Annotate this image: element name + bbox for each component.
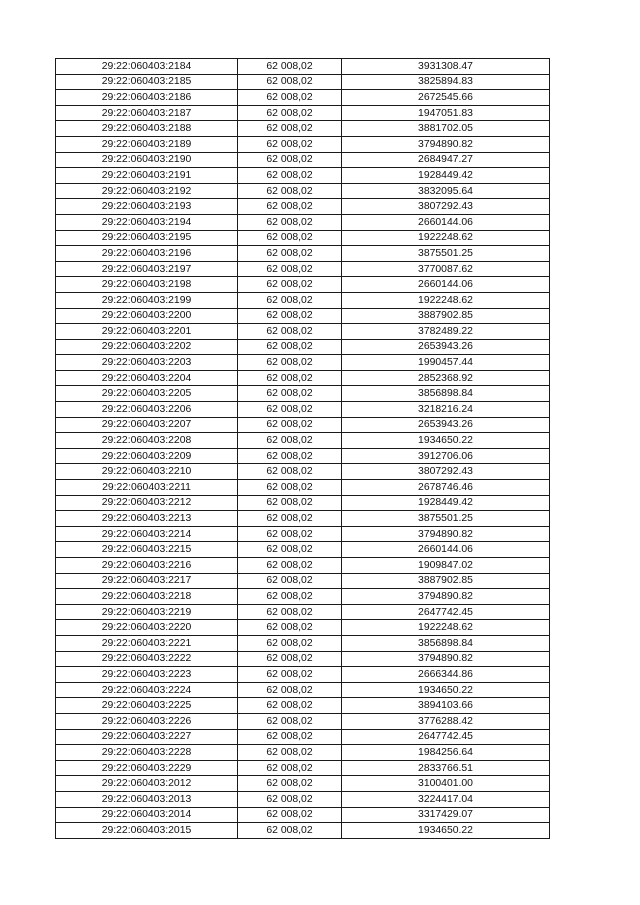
area-cell: 62 008,02 [238, 308, 342, 324]
cadastral-number-cell: 29:22:060403:2188 [56, 121, 238, 137]
area-cell: 62 008,02 [238, 90, 342, 106]
cadastral-number-cell: 29:22:060403:2193 [56, 199, 238, 215]
cadastral-value-cell: 1984256.64 [342, 745, 550, 761]
cadastral-number-cell: 29:22:060403:2210 [56, 464, 238, 480]
cadastral-value-cell: 1922248.62 [342, 292, 550, 308]
area-cell: 62 008,02 [238, 729, 342, 745]
area-cell: 62 008,02 [238, 59, 342, 75]
area-cell: 62 008,02 [238, 526, 342, 542]
cadastral-number-cell: 29:22:060403:2198 [56, 277, 238, 293]
cadastral-number-cell: 29:22:060403:2194 [56, 214, 238, 230]
cadastral-value-cell: 3887902.85 [342, 573, 550, 589]
area-cell: 62 008,02 [238, 370, 342, 386]
cadastral-value-cell: 3224417.04 [342, 791, 550, 807]
cadastral-number-cell: 29:22:060403:2191 [56, 168, 238, 184]
area-cell: 62 008,02 [238, 214, 342, 230]
cadastral-number-cell: 29:22:060403:2214 [56, 526, 238, 542]
cadastral-number-cell: 29:22:060403:2197 [56, 261, 238, 277]
cadastral-value-cell: 2647742.45 [342, 604, 550, 620]
area-cell: 62 008,02 [238, 604, 342, 620]
cadastral-number-cell: 29:22:060403:2227 [56, 729, 238, 745]
area-cell: 62 008,02 [238, 542, 342, 558]
table-row [56, 261, 550, 277]
area-cell: 62 008,02 [238, 480, 342, 496]
cadastral-value-cell: 3782489.22 [342, 324, 550, 340]
cadastral-number-cell: 29:22:060403:2208 [56, 433, 238, 449]
cadastral-value-cell: 2653943.26 [342, 339, 550, 355]
area-cell: 62 008,02 [238, 386, 342, 402]
table-row [56, 604, 550, 620]
cadastral-value-cell: 2852368.92 [342, 370, 550, 386]
area-cell: 62 008,02 [238, 355, 342, 371]
cadastral-number-cell: 29:22:060403:2199 [56, 292, 238, 308]
area-cell: 62 008,02 [238, 807, 342, 823]
table-row [56, 90, 550, 106]
cadastral-number-cell: 29:22:060403:2201 [56, 324, 238, 340]
cadastral-number-cell: 29:22:060403:2202 [56, 339, 238, 355]
cadastral-number-cell: 29:22:060403:2189 [56, 136, 238, 152]
cadastral-value-cell: 1922248.62 [342, 230, 550, 246]
table-row [56, 635, 550, 651]
area-cell: 62 008,02 [238, 667, 342, 683]
cadastral-number-cell: 29:22:060403:2013 [56, 791, 238, 807]
table-row [56, 682, 550, 698]
cadastral-number-cell: 29:22:060403:2219 [56, 604, 238, 620]
cadastral-value-cell: 3770087.62 [342, 261, 550, 277]
table-row [56, 136, 550, 152]
area-cell: 62 008,02 [238, 713, 342, 729]
table-row [56, 558, 550, 574]
table-row [56, 230, 550, 246]
cadastral-number-cell: 29:22:060403:2185 [56, 74, 238, 90]
area-cell: 62 008,02 [238, 433, 342, 449]
table-row [56, 105, 550, 121]
cadastral-value-cell: 3887902.85 [342, 308, 550, 324]
cadastral-number-cell: 29:22:060403:2218 [56, 589, 238, 605]
table-row [56, 667, 550, 683]
area-cell: 62 008,02 [238, 495, 342, 511]
table-row [56, 620, 550, 636]
table-row [56, 745, 550, 761]
cadastral-number-cell: 29:22:060403:2200 [56, 308, 238, 324]
area-cell: 62 008,02 [238, 745, 342, 761]
cadastral-value-cell: 3856898.84 [342, 635, 550, 651]
cadastral-value-cell: 2678746.46 [342, 480, 550, 496]
cadastral-number-cell: 29:22:060403:2207 [56, 417, 238, 433]
table-row [56, 324, 550, 340]
cadastral-value-cell: 2660144.06 [342, 277, 550, 293]
cadastral-value-cell: 3218216.24 [342, 402, 550, 418]
cadastral-value-cell: 1934650.22 [342, 682, 550, 698]
area-cell: 62 008,02 [238, 339, 342, 355]
table-row [56, 308, 550, 324]
table-body [56, 59, 550, 839]
cadastral-number-cell: 29:22:060403:2229 [56, 760, 238, 776]
table-row [56, 370, 550, 386]
document-page [55, 58, 549, 839]
cadastral-value-cell: 3807292.43 [342, 464, 550, 480]
area-cell: 62 008,02 [238, 417, 342, 433]
table-row [56, 246, 550, 262]
table-row [56, 713, 550, 729]
table-row [56, 121, 550, 137]
area-cell: 62 008,02 [238, 682, 342, 698]
cadastral-value-cell: 2660144.06 [342, 542, 550, 558]
cadastral-value-cell: 3856898.84 [342, 386, 550, 402]
cadastral-value-cell: 3794890.82 [342, 136, 550, 152]
table-row [56, 495, 550, 511]
table-row [56, 339, 550, 355]
area-cell: 62 008,02 [238, 589, 342, 605]
cadastral-value-table [55, 58, 550, 839]
table-row [56, 511, 550, 527]
area-cell: 62 008,02 [238, 791, 342, 807]
cadastral-value-cell: 1928449.42 [342, 168, 550, 184]
area-cell: 62 008,02 [238, 277, 342, 293]
area-cell: 62 008,02 [238, 635, 342, 651]
table-row [56, 152, 550, 168]
cadastral-number-cell: 29:22:060403:2187 [56, 105, 238, 121]
cadastral-value-cell: 3807292.43 [342, 199, 550, 215]
area-cell: 62 008,02 [238, 261, 342, 277]
cadastral-number-cell: 29:22:060403:2196 [56, 246, 238, 262]
area-cell: 62 008,02 [238, 448, 342, 464]
table-row [56, 651, 550, 667]
table-row [56, 292, 550, 308]
cadastral-value-cell: 1934650.22 [342, 433, 550, 449]
cadastral-number-cell: 29:22:060403:2192 [56, 183, 238, 199]
cadastral-value-cell: 3825894.83 [342, 74, 550, 90]
cadastral-number-cell: 29:22:060403:2220 [56, 620, 238, 636]
area-cell: 62 008,02 [238, 620, 342, 636]
cadastral-number-cell: 29:22:060403:2215 [56, 542, 238, 558]
cadastral-number-cell: 29:22:060403:2206 [56, 402, 238, 418]
area-cell: 62 008,02 [238, 776, 342, 792]
cadastral-number-cell: 29:22:060403:2221 [56, 635, 238, 651]
cadastral-number-cell: 29:22:060403:2190 [56, 152, 238, 168]
area-cell: 62 008,02 [238, 199, 342, 215]
area-cell: 62 008,02 [238, 246, 342, 262]
cadastral-value-cell: 2684947.27 [342, 152, 550, 168]
cadastral-value-cell: 2666344.86 [342, 667, 550, 683]
cadastral-value-cell: 3881702.05 [342, 121, 550, 137]
cadastral-value-cell: 3912706.06 [342, 448, 550, 464]
cadastral-number-cell: 29:22:060403:2012 [56, 776, 238, 792]
cadastral-number-cell: 29:22:060403:2213 [56, 511, 238, 527]
cadastral-number-cell: 29:22:060403:2223 [56, 667, 238, 683]
cadastral-value-cell: 3832095.64 [342, 183, 550, 199]
table-row [56, 59, 550, 75]
table-row [56, 542, 550, 558]
cadastral-number-cell: 29:22:060403:2015 [56, 823, 238, 839]
table-row [56, 791, 550, 807]
table-row [56, 74, 550, 90]
cadastral-number-cell: 29:22:060403:2209 [56, 448, 238, 464]
cadastral-value-cell: 3931308.47 [342, 59, 550, 75]
cadastral-value-cell: 3794890.82 [342, 526, 550, 542]
cadastral-number-cell: 29:22:060403:2204 [56, 370, 238, 386]
table-row [56, 526, 550, 542]
area-cell: 62 008,02 [238, 511, 342, 527]
table-row [56, 573, 550, 589]
table-row [56, 698, 550, 714]
area-cell: 62 008,02 [238, 74, 342, 90]
table-row [56, 199, 550, 215]
area-cell: 62 008,02 [238, 651, 342, 667]
cadastral-value-cell: 1928449.42 [342, 495, 550, 511]
cadastral-number-cell: 29:22:060403:2186 [56, 90, 238, 106]
area-cell: 62 008,02 [238, 698, 342, 714]
cadastral-value-cell: 1922248.62 [342, 620, 550, 636]
area-cell: 62 008,02 [238, 464, 342, 480]
area-cell: 62 008,02 [238, 183, 342, 199]
cadastral-number-cell: 29:22:060403:2216 [56, 558, 238, 574]
cadastral-number-cell: 29:22:060403:2228 [56, 745, 238, 761]
cadastral-value-cell: 3875501.25 [342, 511, 550, 527]
cadastral-value-cell: 3100401.00 [342, 776, 550, 792]
area-cell: 62 008,02 [238, 823, 342, 839]
cadastral-number-cell: 29:22:060403:2226 [56, 713, 238, 729]
table-row [56, 480, 550, 496]
cadastral-number-cell: 29:22:060403:2014 [56, 807, 238, 823]
table-row [56, 214, 550, 230]
cadastral-value-cell: 2672545.66 [342, 90, 550, 106]
area-cell: 62 008,02 [238, 760, 342, 776]
table-row [56, 729, 550, 745]
cadastral-number-cell: 29:22:060403:2211 [56, 480, 238, 496]
cadastral-number-cell: 29:22:060403:2225 [56, 698, 238, 714]
table-row [56, 448, 550, 464]
cadastral-number-cell: 29:22:060403:2217 [56, 573, 238, 589]
cadastral-value-cell: 3894103.66 [342, 698, 550, 714]
cadastral-value-cell: 1947051.83 [342, 105, 550, 121]
area-cell: 62 008,02 [238, 168, 342, 184]
cadastral-value-cell: 3794890.82 [342, 589, 550, 605]
area-cell: 62 008,02 [238, 121, 342, 137]
table-row [56, 417, 550, 433]
cadastral-number-cell: 29:22:060403:2222 [56, 651, 238, 667]
cadastral-value-cell: 3794890.82 [342, 651, 550, 667]
table-row [56, 402, 550, 418]
cadastral-value-cell: 1909847.02 [342, 558, 550, 574]
cadastral-number-cell: 29:22:060403:2224 [56, 682, 238, 698]
cadastral-value-cell: 2660144.06 [342, 214, 550, 230]
table-row [56, 807, 550, 823]
table-row [56, 776, 550, 792]
area-cell: 62 008,02 [238, 573, 342, 589]
table-row [56, 168, 550, 184]
cadastral-number-cell: 29:22:060403:2203 [56, 355, 238, 371]
cadastral-number-cell: 29:22:060403:2205 [56, 386, 238, 402]
table-row [56, 433, 550, 449]
area-cell: 62 008,02 [238, 230, 342, 246]
cadastral-number-cell: 29:22:060403:2212 [56, 495, 238, 511]
cadastral-number-cell: 29:22:060403:2184 [56, 59, 238, 75]
table-row [56, 464, 550, 480]
cadastral-value-cell: 3317429.07 [342, 807, 550, 823]
area-cell: 62 008,02 [238, 136, 342, 152]
table-row [56, 760, 550, 776]
cadastral-number-cell: 29:22:060403:2195 [56, 230, 238, 246]
cadastral-value-cell: 3875501.25 [342, 246, 550, 262]
area-cell: 62 008,02 [238, 292, 342, 308]
table-row [56, 386, 550, 402]
cadastral-value-cell: 2833766.51 [342, 760, 550, 776]
table-row [56, 183, 550, 199]
cadastral-value-cell: 1990457.44 [342, 355, 550, 371]
area-cell: 62 008,02 [238, 152, 342, 168]
cadastral-value-cell: 2653943.26 [342, 417, 550, 433]
area-cell: 62 008,02 [238, 402, 342, 418]
cadastral-value-cell: 1934650.22 [342, 823, 550, 839]
cadastral-value-cell: 2647742.45 [342, 729, 550, 745]
area-cell: 62 008,02 [238, 105, 342, 121]
area-cell: 62 008,02 [238, 324, 342, 340]
table-row [56, 589, 550, 605]
table-row [56, 355, 550, 371]
cadastral-value-cell: 3776288.42 [342, 713, 550, 729]
table-row [56, 277, 550, 293]
area-cell: 62 008,02 [238, 558, 342, 574]
table-row [56, 823, 550, 839]
